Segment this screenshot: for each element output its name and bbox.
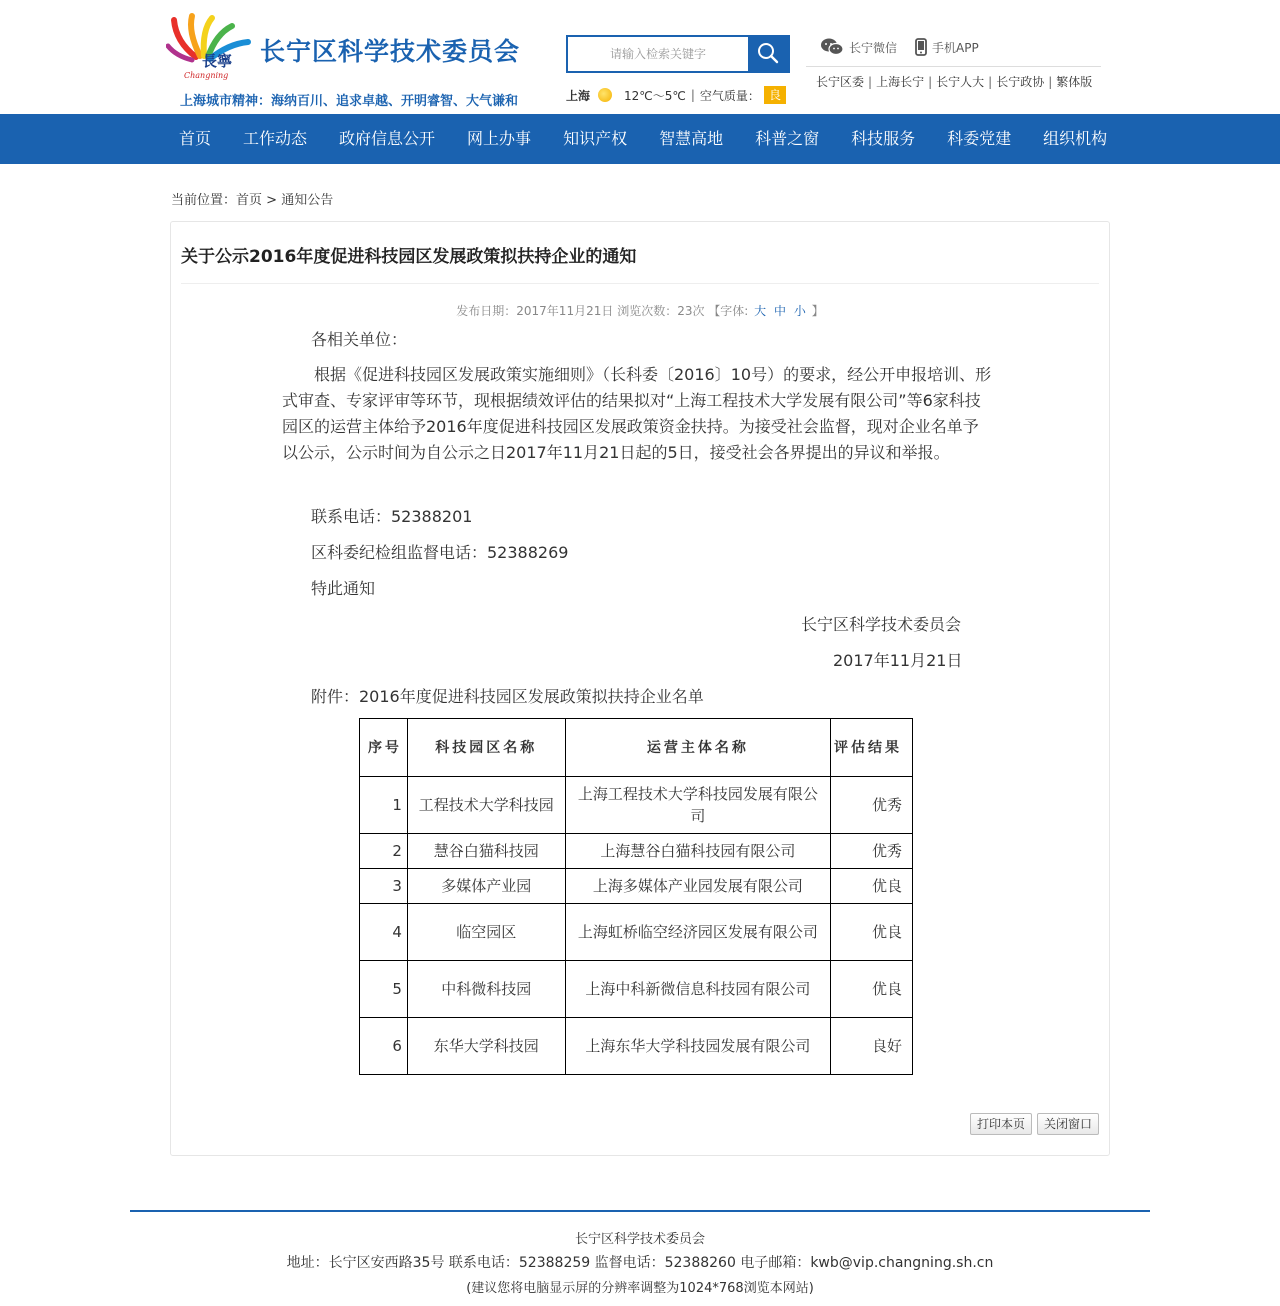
- table-row: [360, 834, 913, 869]
- nav-item-tech-services[interactable]: 科技服务: [851, 129, 916, 148]
- cell-park-name: 中科微科技园: [407, 961, 565, 1018]
- cell-index: 2: [360, 834, 408, 869]
- font-size-open: 【字体:: [708, 304, 749, 318]
- mobile-icon: [915, 38, 927, 56]
- weather-separator: |: [690, 88, 695, 102]
- link-changning-cppcc[interactable]: 长宁政协: [996, 75, 1045, 89]
- cell-result: 优良: [831, 869, 913, 904]
- site-logo[interactable]: [166, 12, 256, 82]
- cell-result: 优秀: [831, 777, 913, 834]
- related-links: 长宁区委 | 上海长宁 | 长宁人大 | 长宁政协 | 繁体版: [816, 75, 1093, 89]
- nav-item-home[interactable]: 首页: [179, 129, 212, 148]
- cell-index: 1: [360, 777, 408, 834]
- nav-item-work-news[interactable]: 工作动态: [243, 129, 308, 148]
- font-size-small[interactable]: 小: [793, 304, 806, 318]
- cell-result: 优良: [831, 904, 913, 961]
- font-size-medium[interactable]: 中: [774, 304, 787, 318]
- article-panel: [170, 221, 1110, 1156]
- cell-index: 3: [360, 869, 408, 904]
- cell-park-name: 工程技术大学科技园: [407, 777, 565, 834]
- breadcrumb-home[interactable]: 首页: [236, 193, 263, 208]
- mobile-app-link[interactable]: [915, 38, 979, 56]
- header-divider: [806, 66, 1101, 67]
- header-index: 序号: [360, 719, 408, 777]
- contact-phone: 联系电话：52388201: [311, 507, 473, 526]
- weather-widget: [566, 86, 786, 104]
- view-count: 浏览次数：23次: [617, 304, 705, 318]
- site-title: 长宁区科学技术委员会: [260, 37, 521, 66]
- breadcrumb-current[interactable]: 通知公告: [281, 193, 334, 208]
- svg-text:Changning: Changning: [184, 71, 229, 80]
- breadcrumb-prefix: 当前位置：: [171, 193, 237, 208]
- table-header-row: [360, 719, 913, 777]
- font-size-large[interactable]: 大: [754, 304, 767, 318]
- publish-date: 发布日期：2017年11月21日: [456, 304, 614, 318]
- mobile-app-label: 手机APP: [932, 40, 979, 55]
- cell-operator: 上海虹桥临空经济园区发展有限公司: [565, 904, 830, 961]
- signature-date: 2017年11月21日: [833, 651, 963, 670]
- enterprise-table: [359, 718, 913, 1075]
- close-window-button[interactable]: 关闭窗口: [1037, 1113, 1099, 1135]
- header-park-name: 科技园区名称: [407, 719, 565, 777]
- air-quality-label: 空气质量：: [699, 88, 760, 103]
- city-slogan: 上海城市精神：海纳百川、追求卓越、开明睿智、大气谦和: [180, 94, 519, 109]
- table-row: [360, 904, 913, 961]
- link-traditional-chinese[interactable]: 繁体版: [1056, 75, 1093, 89]
- footer-divider: [130, 1210, 1150, 1212]
- wechat-link[interactable]: [820, 38, 897, 56]
- sunny-icon: [598, 88, 612, 102]
- breadcrumb-separator: >: [266, 193, 278, 208]
- nav-item-gov-info[interactable]: 政府信息公开: [339, 129, 436, 148]
- print-button[interactable]: 打印本页: [970, 1113, 1032, 1135]
- cell-result: 优良: [831, 961, 913, 1018]
- main-nav: [0, 114, 1280, 164]
- nav-item-online-services[interactable]: 网上办事: [467, 129, 532, 148]
- cell-operator: 上海中科新微信息科技园有限公司: [565, 961, 830, 1018]
- table-row: [360, 1018, 913, 1075]
- search-button[interactable]: [748, 37, 788, 71]
- font-size-close: 】: [811, 304, 824, 318]
- header-operator: 运营主体名称: [565, 719, 830, 777]
- air-quality-badge: 良: [764, 86, 786, 104]
- search-input[interactable]: [568, 37, 748, 71]
- table-row: [360, 869, 913, 904]
- title-divider: [181, 283, 1099, 284]
- cell-park-name: 东华大学科技园: [407, 1018, 565, 1075]
- nav-item-party-building[interactable]: 科委党建: [947, 129, 1012, 148]
- nav-item-science-window[interactable]: 科普之窗: [755, 129, 820, 148]
- social-links: [820, 38, 997, 56]
- main-paragraph: 根据《促进科技园区发展政策实施细则》（长科委〔2016〕10号）的要求，经公开申报培训、形式审查、专家评审等环节，现根据绩效评估的结果拟对“上海工程技术大学发展有限公司”等6家科技园区的运营主体给予2016年度促进科技园区发展政策资金扶持。为接受社会监督，现对企业名单予以公示，公示时间为自公示之日2017年11月21日起的5日，接受社会各界提出的异议和举报。: [282, 365, 992, 462]
- cell-operator: 上海东华大学科技园发展有限公司: [565, 1018, 830, 1075]
- svg-text:長寧: 長寧: [202, 52, 233, 70]
- link-shanghai-changning[interactable]: 上海长宁: [876, 75, 925, 89]
- article-meta: [171, 302, 1109, 319]
- cell-park-name: 慧谷白猫科技园: [407, 834, 565, 869]
- cell-park-name: 多媒体产业园: [407, 869, 565, 904]
- footer-address: 地址：长宁区安西路35号 联系电话：52388259 监督电话：52388260 电子邮箱：kwb@vip.changning.sh.cn: [286, 1255, 994, 1271]
- cell-result: 良好: [831, 1018, 913, 1075]
- wechat-label: 长宁微信: [849, 40, 898, 55]
- search-box: [566, 35, 790, 73]
- cell-operator: 上海多媒体产业园发展有限公司: [565, 869, 830, 904]
- attachment-title: 附件：2016年度促进科技园区发展政策拟扶持企业名单: [311, 687, 704, 706]
- signature-org: 长宁区科学技术委员会: [801, 615, 962, 634]
- wechat-icon: [820, 38, 844, 56]
- nav-item-organization[interactable]: 组织机构: [1043, 129, 1108, 148]
- weather-temp: 12℃～5℃: [624, 88, 686, 103]
- cell-operator: 上海慧谷白猫科技园有限公司: [565, 834, 830, 869]
- nav-item-smart-highland[interactable]: 智慧高地: [659, 129, 724, 148]
- cell-index: 6: [360, 1018, 408, 1075]
- footer-org: 长宁区科学技术委员会: [574, 1232, 705, 1247]
- link-changning-npc[interactable]: 长宁人大: [936, 75, 985, 89]
- link-district-committee[interactable]: 长宁区委: [816, 75, 865, 89]
- table-row: [360, 777, 913, 834]
- breadcrumb: [171, 189, 333, 208]
- cell-result: 优秀: [831, 834, 913, 869]
- table-row: [360, 961, 913, 1018]
- cell-index: 5: [360, 961, 408, 1018]
- search-icon: [756, 41, 780, 65]
- footer-note: (建议您将电脑显示屏的分辨率调整为1024*768浏览本网站): [466, 1281, 814, 1296]
- article-title: 关于公示2016年度促进科技园区发展政策拟扶持企业的通知: [181, 247, 637, 267]
- article-actions: [965, 1113, 1099, 1135]
- weather-city: 上海: [566, 88, 591, 103]
- notice-text: 特此通知: [311, 579, 376, 598]
- cell-index: 4: [360, 904, 408, 961]
- nav-item-ip[interactable]: 知识产权: [563, 129, 628, 148]
- cell-park-name: 临空园区: [407, 904, 565, 961]
- supervision-phone: 区科委纪检组监督电话：52388269: [311, 543, 569, 562]
- site-header: [0, 0, 1280, 114]
- salutation: 各相关单位：: [311, 330, 408, 349]
- cell-operator: 上海工程技术大学科技园发展有限公司: [565, 777, 830, 834]
- header-result: 评估结果: [831, 719, 913, 777]
